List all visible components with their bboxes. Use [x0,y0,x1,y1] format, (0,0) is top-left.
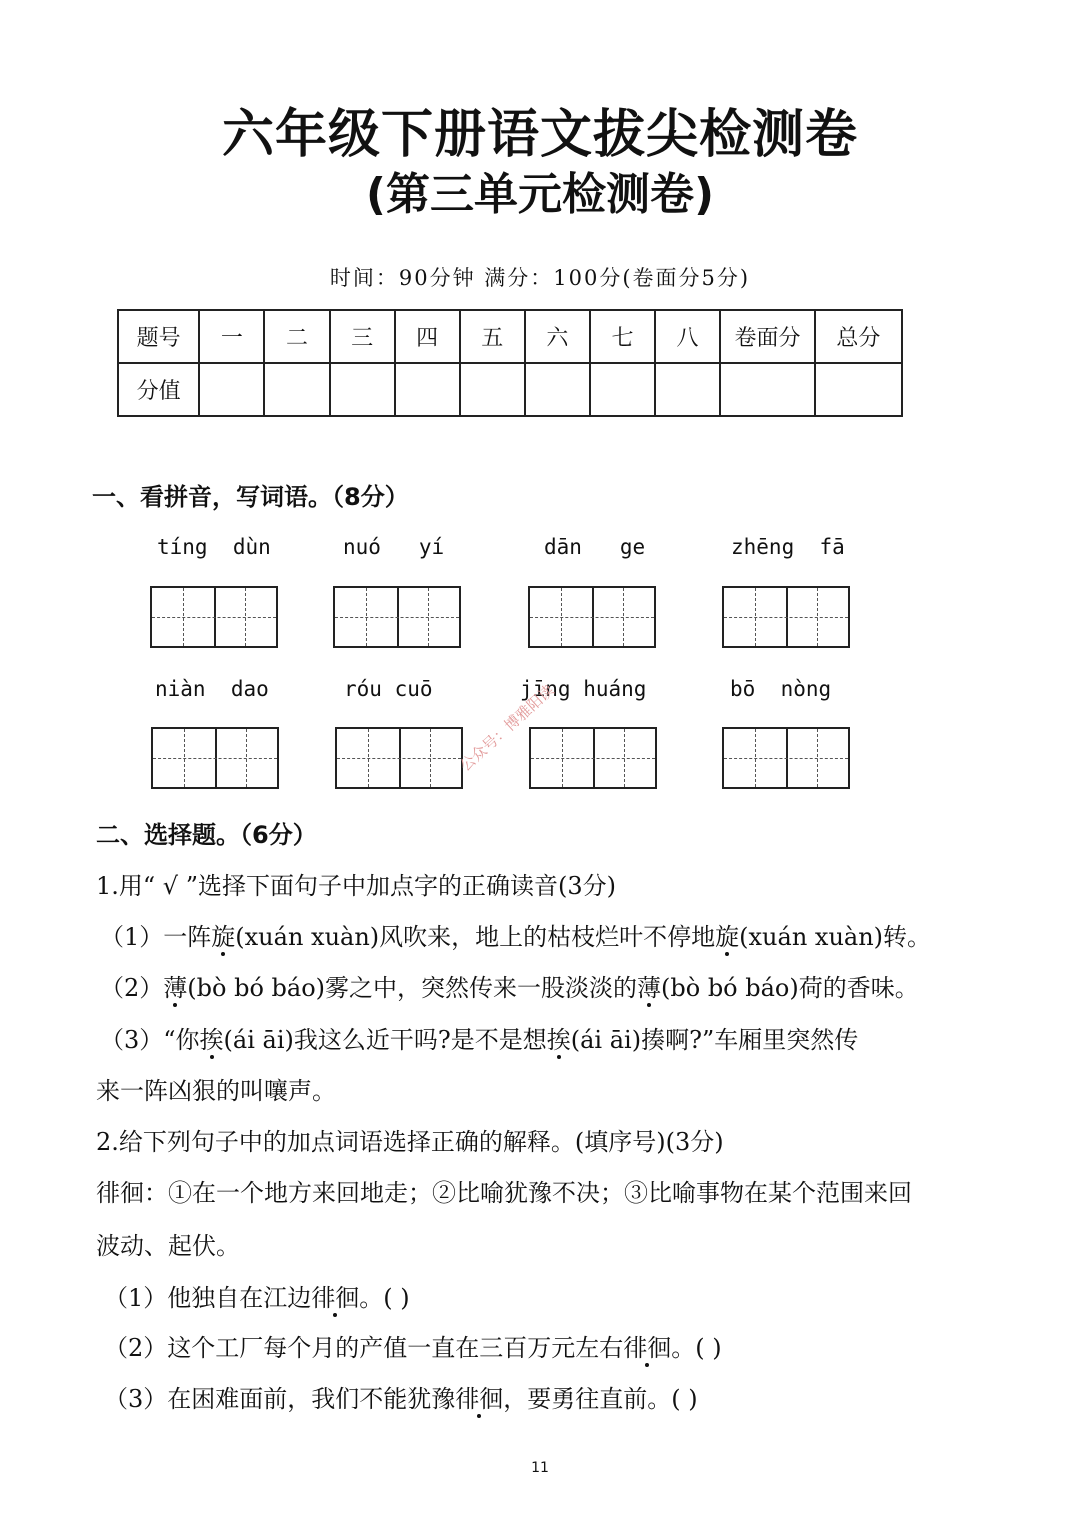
score-input-cell[interactable] [264,363,329,416]
table-cell: 题号 [118,310,199,363]
pinyin-label: tíng dùn [157,535,271,559]
definition-cont: 波动、起伏。 [96,1232,240,1260]
writing-grid[interactable] [151,727,279,789]
writing-grid[interactable] [529,727,657,789]
question-1-item-2: （2）薄(bò bó báo)雾之中，突然传来一股淡淡的薄(bò bó báo)荷的香味。 [100,974,919,1002]
score-input-cell[interactable] [525,363,590,416]
definition: 徘徊：①在一个地方来回地走；②比喻犹豫不决；③比喻事物在某个范围来回 [96,1179,912,1207]
table-cell: 卷面分 [720,310,815,363]
writing-grid[interactable] [722,727,850,789]
pinyin-label: zhēng fā [731,535,845,559]
pinyin-label: jīng huáng [520,677,647,701]
page-subtitle: (第三单元检测卷) [365,169,715,220]
score-input-cell[interactable] [590,363,655,416]
score-input-cell[interactable] [395,363,460,416]
section-2-title: 二、选择题。（6分） [96,821,317,849]
writing-grid[interactable] [335,727,463,789]
table-row [118,363,902,416]
score-table [117,309,903,417]
pinyin-label: niàn dao [155,677,269,701]
writing-grid[interactable] [722,586,850,648]
question-1-item-3-cont: 来一阵凶狠的叫嚷声。 [96,1077,336,1105]
pinyin-label: dān ge [544,535,646,559]
score-input-cell[interactable] [460,363,525,416]
score-input-cell[interactable] [655,363,720,416]
question-1-item-3: （3）“你挨(ái āi)我这么近干吗?是不是想挨(ái āi)揍啊?”车厢里突然传 [100,1026,859,1054]
section-1-title: 一、看拼音，写词语。（8分） [92,483,409,511]
table-cell: 五 [460,310,525,363]
table-cell: 三 [330,310,395,363]
table-cell: 一 [199,310,264,363]
question-2-item-3: （3）在困难面前，我们不能犹豫徘徊，要勇往直前。( ) [104,1385,698,1413]
table-cell: 六 [525,310,590,363]
score-input-cell[interactable] [815,363,902,416]
table-cell: 总分 [815,310,902,363]
pinyin-label: bō nòng [730,677,832,701]
question-1-item-1: （1）一阵旋(xuán xuàn)风吹来，地上的枯枝烂叶不停地旋(xuán xuàn)转。 [100,923,932,951]
watermark: 公众号：博雅阳读 [456,681,558,775]
writing-grid[interactable] [333,586,461,648]
question-2-item-2: （2）这个工厂每个月的产值一直在三百万元左右徘徊。( ) [104,1334,722,1362]
page-number: 11 [531,1460,549,1476]
pinyin-label: nuó yí [343,535,445,559]
question-1: 1.用“ √ ”选择下面句子中加点字的正确读音(3分) [96,872,616,900]
table-row [118,310,902,363]
table-cell: 二 [264,310,329,363]
page-title: 六年级下册语文拔尖检测卷 [221,105,858,165]
question-2: 2.给下列句子中的加点词语选择正确的解释。(填序号)(3分) [96,1128,724,1156]
question-2-item-1: （1）他独自在江边徘徊。( ) [104,1284,410,1312]
score-input-cell[interactable] [330,363,395,416]
writing-grid[interactable] [528,586,656,648]
writing-grid[interactable] [150,586,278,648]
score-input-cell[interactable] [199,363,264,416]
exam-meta: 时间：90分钟 满分：100分(卷面分5分) [329,266,751,290]
table-cell: 四 [395,310,460,363]
table-cell: 分值 [118,363,199,416]
table-cell: 七 [590,310,655,363]
pinyin-label: róu cuō [344,677,433,701]
table-cell: 八 [655,310,720,363]
score-input-cell[interactable] [720,363,815,416]
